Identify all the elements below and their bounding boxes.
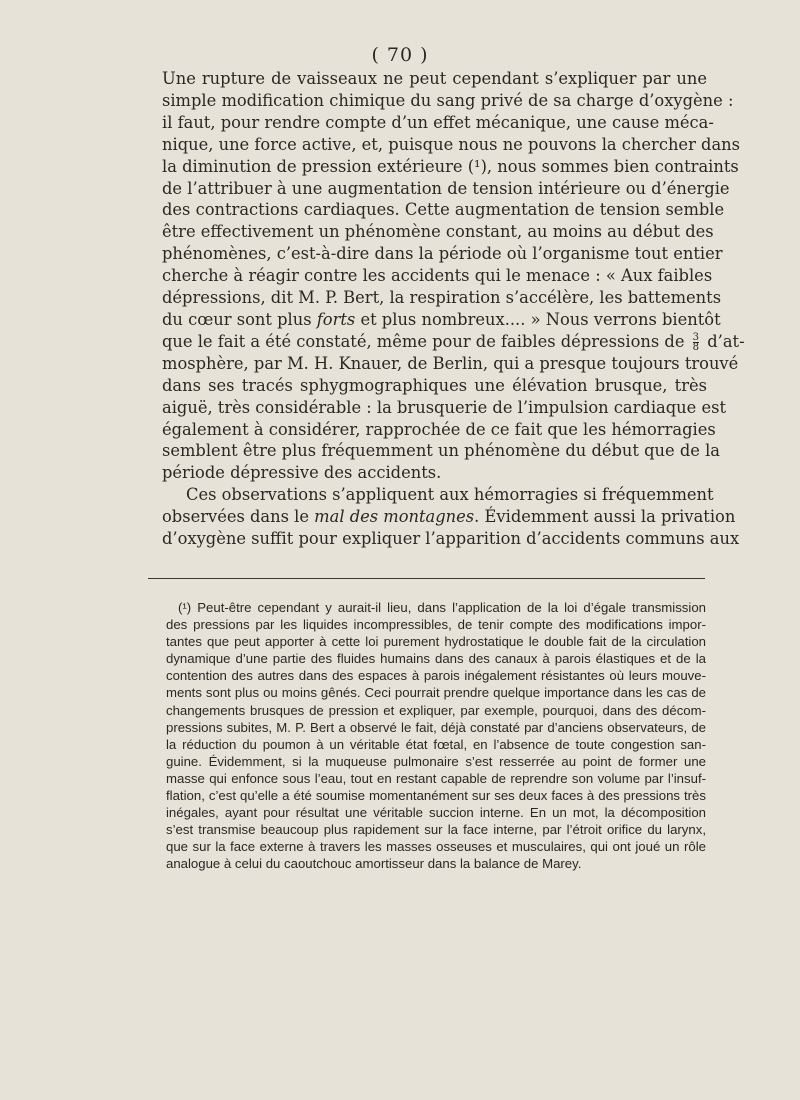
fraction	[693, 333, 699, 352]
footnote-line: analogue à celui du caoutchouc amortisseur dans la balance de Marey.	[166, 856, 582, 872]
text-line: simple modification chimique du sang privé de sa charge d’oxygène :	[162, 90, 734, 110]
emphasis-text: mal des montagnes	[314, 507, 475, 527]
text-line: phénomènes, c’est-à-dire dans la période où l’organisme tout entier	[162, 244, 723, 264]
fraction-denominator: 8	[692, 341, 700, 353]
footnote-line: ments sont plus ou moins gênés. Ceci pourrait prendre quelque importance dans les cas de	[166, 685, 706, 701]
footnote-divider	[148, 578, 705, 579]
footnote-line: la réduction du poumon à un véritable état fœtal, en l’absence de toute congestion san-	[166, 736, 706, 752]
footnote-line: inégales, ayant pour résultat une véritable succion interne. En un mot, la décomposition	[166, 805, 706, 821]
text-line: nique, une force active, et, puisque nous ne pouvons la chercher dans	[162, 134, 740, 154]
text-line: la diminution de pression extérieure (¹), nous sommes bien contraints	[162, 156, 739, 176]
text-line: cherche à réagir contre les accidents qui le menace : « Aux faibles	[162, 266, 713, 286]
page-number: ( 70 )	[371, 44, 429, 66]
text-line: il faut, pour rendre compte d’un effet mécanique, une cause méca-	[162, 112, 714, 132]
text-line: également à considérer, rapprochée de ce fait que les hémorragies	[162, 419, 716, 439]
footnote-line: tantes que peut apporter à cette loi purement hydrostatique le double fait de la circulation	[166, 634, 706, 650]
text-segment: du cœur sont plus	[162, 309, 317, 329]
text-line: des contractions cardiaques. Cette augmentation de tension semble	[162, 200, 725, 220]
footnote-line: guine. Évidemment, si la muqueuse pulmonaire s’est resserrée au point de former une	[166, 753, 706, 769]
text-line: mosphère, par M. H. Knauer, de Berlin, qui a presque toujours trouvé	[162, 353, 739, 373]
footnote-line: des pressions par les liquides incompressibles, de tenir compte des modifications impor-	[166, 617, 706, 633]
text-segment: et plus nombreux.... » Nous verrons bientôt	[355, 309, 721, 329]
text-line	[162, 309, 721, 331]
footnote-line: changements brusques de pression et expliquer, par exemple, pourquoi, dans des décom-	[166, 702, 706, 718]
text-line	[162, 331, 745, 353]
footnote	[166, 599, 706, 873]
text-segment: que le fait a été constaté, même pour de faibles dépressions de	[162, 331, 685, 351]
text-segment: . Évidemment aussi la privation	[474, 507, 736, 527]
emphasis-text: forts	[316, 309, 356, 329]
text-line: être effectivement un phénomène constant, au moins au début des	[162, 222, 714, 242]
footnote-line: (¹) Peut-être cependant y aurait-il lieu, dans l’application de la loi d’égale transmission	[178, 600, 706, 615]
footnote-line: s’est transmise beaucoup plus rapidement sur la face interne, par l’étroit orifice du larynx,	[166, 822, 706, 838]
text-segment: observées dans le	[162, 507, 315, 527]
text-line: aiguë, très considérable : la brusquerie de l’impulsion cardiaque est	[162, 397, 726, 417]
footnote-line: masse qui enfonce sous l’eau, tout en restant capable de reprendre son volume par l’insuf-	[166, 770, 706, 786]
text-line: d’oxygène suffit pour expliquer l’apparition d’accidents communs aux	[162, 529, 740, 549]
text-line: de l’attribuer à une augmentation de tension intérieure ou d’énergie	[162, 178, 730, 198]
text-segment: d’at-	[707, 331, 745, 351]
fraction-numerator: 3	[692, 331, 700, 343]
footnote-line: dynamique d’une partie des fluides humains dans des canaux à parois élastiques et de la	[166, 651, 706, 667]
text-line: semblent être plus fréquemment un phénomène du début que de la	[162, 441, 720, 461]
footnote-line: contention des autres dans des espaces à parois inégalement résistantes où leurs mouve-	[166, 668, 706, 684]
footnote-line: flation, c’est qu’elle a été soumise momentanément sur ses deux faces à des pressions très	[166, 788, 706, 804]
main-text	[162, 68, 745, 550]
text-line: dépressions, dit M. P. Bert, la respiration s’accélère, les battements	[162, 288, 722, 308]
footnote-line: que sur la face externe à travers les masses osseuses et musculaires, qui ont joué un rôle	[166, 839, 706, 855]
text-line: période dépressive des accidents.	[162, 463, 442, 483]
text-line: dans ses tracés sphygmographiques une élévation brusque, très	[162, 375, 707, 395]
text-line	[162, 506, 736, 528]
text-line: Ces observations s’appliquent aux hémorragies si fréquemment	[186, 485, 714, 505]
footnote-line: pressions subites, M. P. Bert a observé le fait, déjà constaté par d’anciens observateurs, de	[166, 719, 706, 735]
text-line: Une rupture de vaisseaux ne peut cependant s’expliquer par une	[162, 69, 707, 88]
